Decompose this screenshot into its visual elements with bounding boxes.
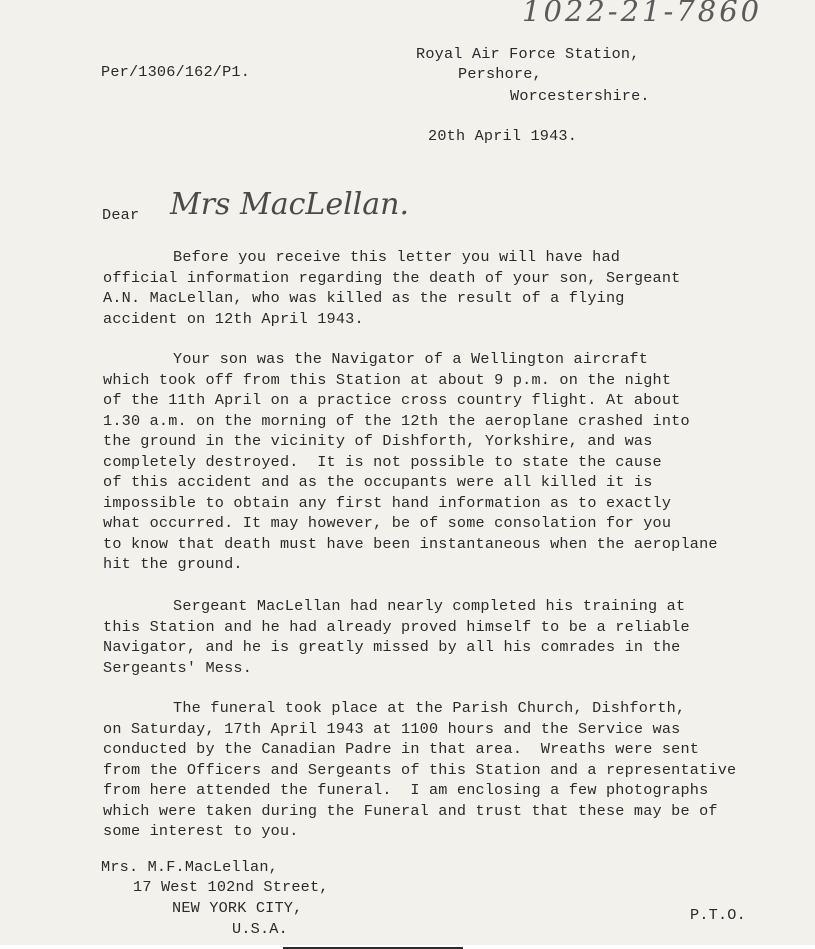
text-line: from the Officers and Sergeants of this Station and a representative [103,760,737,779]
text-line: Sergeants' Mess. [103,658,253,677]
text-line: A.N. MacLellan, who was killed as the result of a flying [103,289,625,307]
reference-number: Per/1306/162/P1. [101,63,251,81]
text-line: from here attended the funeral. I am enclosing a few photographs [103,781,709,799]
text-line: completely destroyed. It is not possible to state the cause [103,452,662,471]
text-line: official information regarding the death of your son, Sergeant [103,268,681,287]
text-line: hit the ground. [103,555,243,573]
text-line: to know that death must have been instantaneous when the aeroplane [103,534,718,553]
please-turn-over: P.T.O. [690,906,746,924]
text-line: of the 11th April on a practice cross country flight. At about [103,391,681,409]
recipient-address-line: NEW YORK CITY, [172,899,303,917]
text-line: Before you receive this letter you will have had [173,248,621,266]
text-line: accident on 12th April 1943. [103,309,364,328]
recipient-address-line: 17 West 102nd Street, [133,878,329,896]
station-address-line: Worcestershire. [510,87,650,105]
recipient-address-line: U.S.A. [232,920,288,938]
text-line: the ground in the vicinity of Dishforth, Yorkshire, and was [103,432,653,450]
paragraph-notification [103,247,680,329]
letter-date: 20th April 1943. [428,127,578,145]
text-line: conducted by the Canadian Padre in that area. Wreaths were sent [103,740,700,758]
handwritten-addressee: Mrs MacLellan. [170,187,410,222]
text-line: The funeral took place at the Parish Church, Dishforth, [173,699,686,717]
text-line: on Saturday, 17th April 1943 at 1100 hours and the Service was [103,719,681,738]
salutation: Dear [102,206,140,224]
text-line: Navigator, and he is greatly missed by all his comrades in the [103,638,681,656]
text-line: 1.30 a.m. on the morning of the 12th the aeroplane crashed into [103,411,690,430]
station-address-line: Pershore, [458,65,542,83]
text-line: Sergeant MacLellan had nearly completed his training at [173,597,686,615]
text-line: impossible to obtain any first hand information as to exactly [103,493,672,512]
text-line: some interest to you. [103,822,299,840]
text-line: which took off from this Station at about 9 p.m. on the night [103,370,672,389]
text-line: this Station and he had already proved himself to be a reliable [103,617,690,636]
archive-number: 1022-21-7860 [522,0,763,28]
text-line: of this accident and as the occupants were all killed it is [103,473,653,491]
station-address-line: Royal Air Force Station, [416,45,640,63]
text-line: Your son was the Navigator of a Wellington aircraft [173,350,649,368]
paragraph-funeral [103,698,736,842]
paragraph-accident [103,349,718,575]
recipient-address-line: Mrs. M.F.MacLellan, [101,858,278,876]
paragraph-training [103,596,690,678]
text-line: what occurred. It may however, be of some consolation for you [103,514,672,532]
text-line: which were taken during the Funeral and trust that these may be of [103,801,718,820]
